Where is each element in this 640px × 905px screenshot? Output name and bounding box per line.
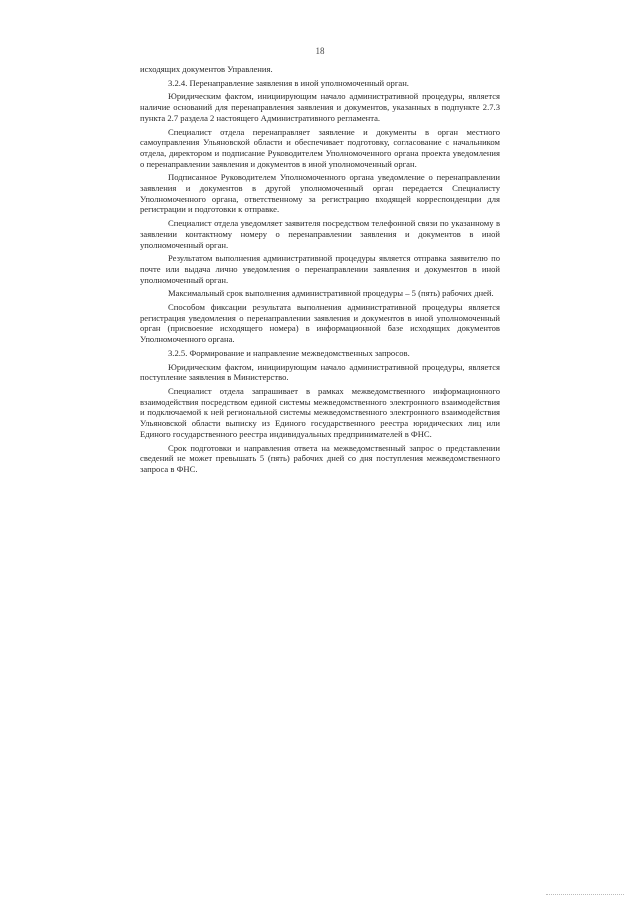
paragraph: Способом фиксации результата выполнения административной процедуры является регистрация уведомления о перенаправлении заявления и документов в иной уполномоченный орган (присвоение исходящего номера) в информационной базе исходящих документов Уполномоченного органа.: [140, 302, 500, 345]
paragraph: Максимальный срок выполнения административной процедуры – 5 (пять) рабочих дней.: [168, 288, 494, 299]
paragraph: Подписанное Руководителем Уполномоченного органа уведомление о перенаправлении заявления и документов в другой уполномоченный орган передается Специалисту Уполномоченного органа, ответственному за регистрацию входящей корреспонденции для регистрации и подготовки к отправке.: [140, 172, 500, 215]
paragraph: Юридическим фактом, инициирующим начало административной процедуры, является наличие оснований для перенаправления заявления и документов, указанных в подпункте 2.7.3 пункта 2.7 раздела 2 настоящего Административного регламента.: [140, 91, 500, 123]
paragraph: Результатом выполнения административной процедуры является отправка заявителю по почте или выдача лично уведомления о перенаправлении заявления и документов в иной уполномоченный орган.: [140, 253, 500, 285]
page-number: 18: [315, 46, 325, 56]
paragraph: Специалист отдела перенаправляет заявление и документы в орган местного самоуправления Ульяновской области и обеспечивает подготовку, согласование с начальником отдела, директором и подписание Руководителем Уполномоченного органа проекта уведомления о перенаправлении заявления и документов в иной уполномоченный орган.: [140, 126, 500, 169]
paragraph: Юридическим фактом, инициирующим начало административной процедуры, является поступление заявления в Министерство.: [140, 361, 500, 383]
paragraph: Срок подготовки и направления ответа на межведомственный запрос о представлении сведений не может превышать 5 (пять) рабочих дней со дня поступления межведомственного запроса в ФНС.: [140, 442, 500, 474]
paragraph: 3.2.4. Перенаправление заявления в иной уполномоченный орган.: [168, 77, 409, 88]
document-body: [140, 64, 500, 478]
paragraph: исходящих документов Управления.: [140, 64, 273, 74]
paragraph: Специалист отдела запрашивает в рамках межведомственного информационного взаимодействия посредством единой системы межведомственного электронного взаимодействия и подключаемой к ней региональной системы межведомственного электронного взаимодействия Ульяновской области выписку из Единого государственного реестра юридических лиц или Единого государственного реестра индивидуальных предпринимателей в ФНС.: [140, 385, 500, 439]
paragraph: Специалист отдела уведомляет заявителя посредством телефонной связи по указанному в заявлении контактному номеру о перенаправлении заявления и документов в иной уполномоченный орган.: [140, 218, 500, 250]
paragraph: 3.2.5. Формирование и направление межведомственных запросов.: [168, 347, 410, 358]
scan-corner-mark: [546, 894, 624, 897]
